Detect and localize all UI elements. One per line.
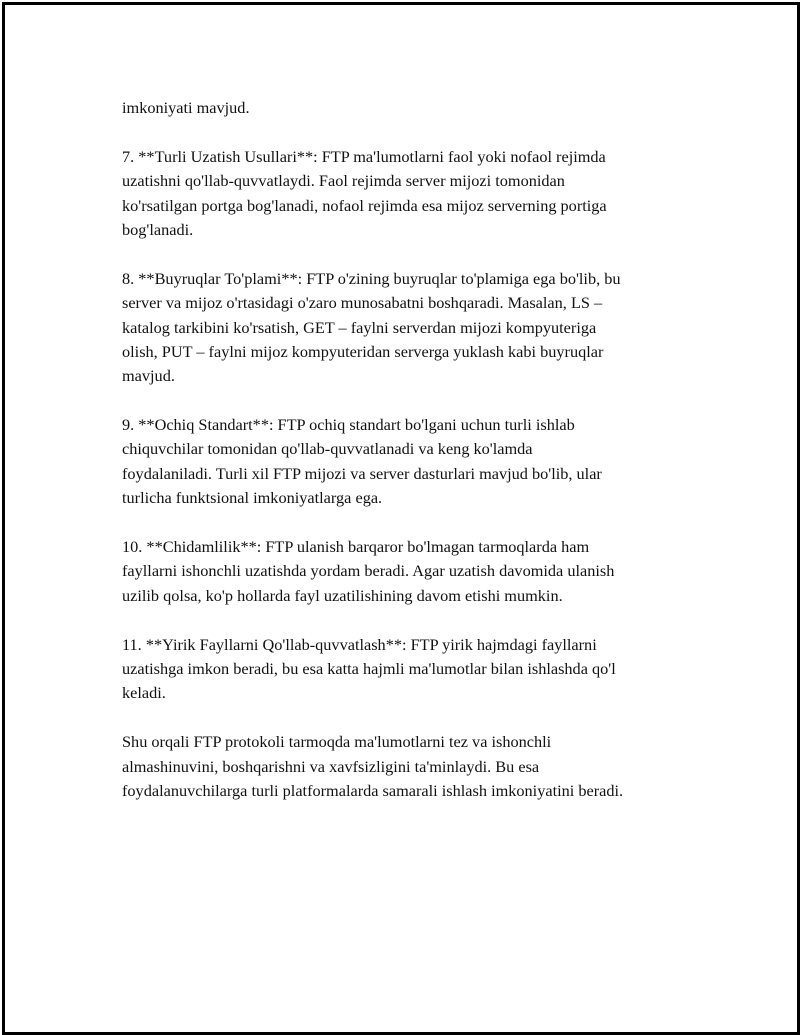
paragraph-item-7 (122, 145, 722, 243)
paragraph-item-10 (122, 535, 722, 608)
document-body (122, 96, 722, 828)
text-line: ko'rsatilgan portga bog'lanadi, nofaol rejimda esa mijoz serverning portiga (122, 195, 607, 215)
paragraph-intro-continuation (122, 96, 722, 120)
text-line: 9. **Ochiq Standart**: FTP ochiq standart bo'lgani uchun turli ishlab (122, 415, 575, 435)
text-line: 10. **Chidamlilik**: FTP ulanish barqaror bo'lmagan tarmoqlarda ham (122, 537, 590, 557)
text-line: 7. **Turli Uzatish Usullari**: FTP ma'lumotlarni faol yoki nofaol rejimda (122, 146, 606, 166)
text-line: foydalanuvchilarga turli platformalarda samarali ishlash imkoniyatini beradi. (122, 780, 624, 800)
text-line: chiquvchilar tomonidan qo'llab-quvvatlanadi va keng ko'lamda (122, 439, 533, 459)
text-line: almashinuvini, boshqarishni va xavfsizligini ta'minlaydi. Bu esa (122, 756, 540, 776)
text-line: foydalaniladi. Turli xil FTP mijozi va server dasturlari mavjud bo'lib, ular (122, 463, 602, 483)
page-frame (2, 2, 800, 1035)
text-line: imkoniyati mavjud. (122, 98, 250, 117)
paragraph-item-11 (122, 633, 722, 706)
text-line: olish, PUT – faylni mijoz kompyuteridan serverga yuklash kabi buyruqlar (122, 341, 604, 361)
paragraph-conclusion (122, 730, 722, 803)
text-line: uzatishni qo'llab-quvvatlaydi. Faol rejimda server mijozi tomonidan (122, 171, 565, 191)
text-line: server va mijoz o'rtasidagi o'zaro munosabatni boshqaradi. Masalan, LS – (122, 293, 603, 313)
text-line: mavjud. (122, 366, 175, 386)
text-line: Shu orqali FTP protokoli tarmoqda ma'lumotlarni tez va ishonchli (122, 732, 552, 752)
paragraph-item-8 (122, 267, 722, 389)
text-line: uzatishga imkon beradi, bu esa katta hajmli ma'lumotlar bilan ishlashda qo'l (122, 658, 616, 678)
text-line: keladi. (122, 683, 166, 703)
text-line: katalog tarkibini ko'rsatish, GET – faylni serverdan mijozi kompyuteriga (122, 317, 597, 337)
text-line: turlicha funktsional imkoniyatlarga ega. (122, 488, 383, 508)
text-line: fayllarni ishonchli uzatishda yordam beradi. Agar uzatish davomida ulanish (122, 561, 615, 581)
text-line: uzilib qolsa, ko'p hollarda fayl uzatilishining davom etishi mumkin. (122, 585, 563, 605)
text-line: 8. **Buyruqlar To'plami**: FTP o'zining buyruqlar to'plamiga ega bo'lib, bu (122, 268, 621, 288)
text-line: 11. **Yirik Fayllarni Qo'llab-quvvatlash**: FTP yirik hajmdagi fayllarni (122, 634, 597, 654)
paragraph-item-9 (122, 413, 722, 511)
text-line: bog'lanadi. (122, 219, 194, 239)
